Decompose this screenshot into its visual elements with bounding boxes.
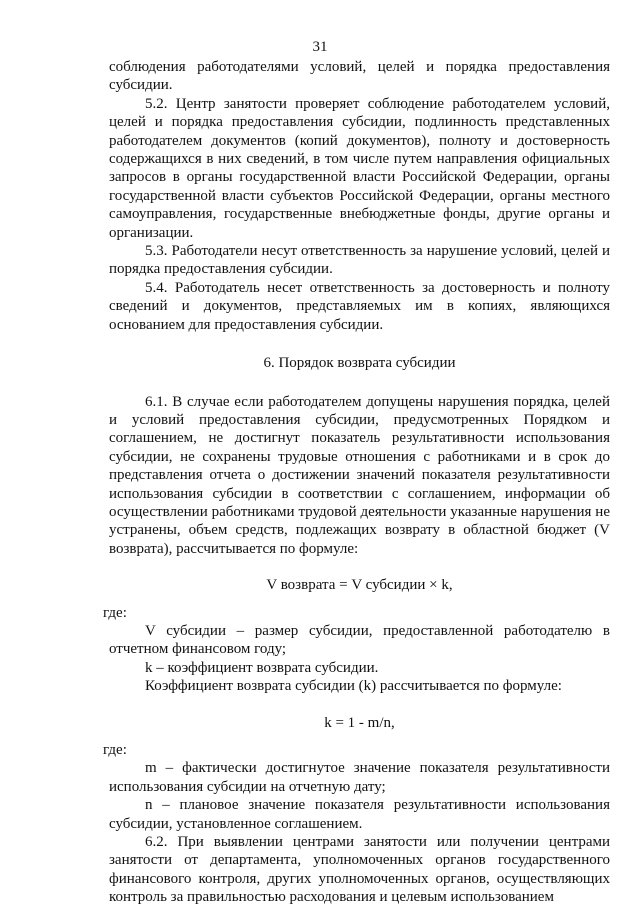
definition-v-subsidy: V субсидии – размер субсидии, предоставленной работодателю в отчетном финансовом году;: [109, 622, 610, 658]
formula-k: k = 1 - m/n,: [324, 714, 395, 731]
paragraph-5-4: 5.4. Работодатель несет ответственность за достоверность и полноту сведений и документов, представляемых им в копиях, являющихся основанием для предоставления субсидии.: [109, 279, 610, 333]
document-body: [103, 58, 610, 907]
definition-n: n – плановое значение показателя результативности использования субсидии, установленное соглашением.: [109, 797, 610, 832]
k-formula-intro: Коэффициент возврата субсидии (k) рассчитывается по формуле:: [145, 678, 562, 695]
paragraph-5-2: 5.2. Центр занятости проверяет соблюдение работодателем условий, целей и порядка предоставления субсидии, подлинность представленных работодателем документов (копий документов), полноту и достоверность содержащихся в них сведений, в том числе путем направления официальных запросов в органы государственной власти Российской Федерации, органы государственной власти субъектов Российской Федерации, органы местного самоуправления, государственные внебюджетные фонды, другие органы и организации.: [109, 95, 610, 241]
formula-v-return: V возврата = V субсидии × k,: [266, 577, 453, 594]
paragraph-continuation: соблюдения работодателями условий, целей и порядка предоставления субсидии.: [109, 59, 610, 94]
definition-m: m – фактически достигнутое значение показателя результативности использования субсидии на отчетную дату;: [109, 760, 610, 795]
paragraph-6-2: 6.2. При выявлении центрами занятости или получении центрами занятости от департамента, уполномоченных органов государственного финансового контроля, других уполномоченных органов, осуществляющих контроль за правильностью расходования и целевым использованием: [109, 834, 610, 906]
paragraph-6-1: 6.1. В случае если работодателем допущены нарушения порядка, целей и условий предоставления субсидии, предусмотренных Порядком и соглашением, не достигнут показатель результативности использования субсидии, не сохранены трудовые отношения с работниками и в срок до представления отчета о достижении значений показателя результативности использования субсидии в соответствии с соглашением, информации об осуществлении работниками трудовой деятельности указанные нарушения не устранены, объем средств, подлежащих возврату в областной бюджет (V возврата), рассчитывается по формуле:: [109, 393, 610, 557]
where-label-1: где:: [103, 604, 127, 621]
definition-k: k – коэффициент возврата субсидии.: [145, 659, 379, 676]
where-label-2: где:: [103, 742, 127, 758]
section-heading-6: 6. Порядок возврата субсидии: [263, 355, 456, 372]
paragraph-5-3: 5.3. Работодатели несут ответственность за нарушение условий, целей и порядка предоставления субсидии.: [109, 243, 610, 278]
page-number: 31: [312, 39, 328, 55]
